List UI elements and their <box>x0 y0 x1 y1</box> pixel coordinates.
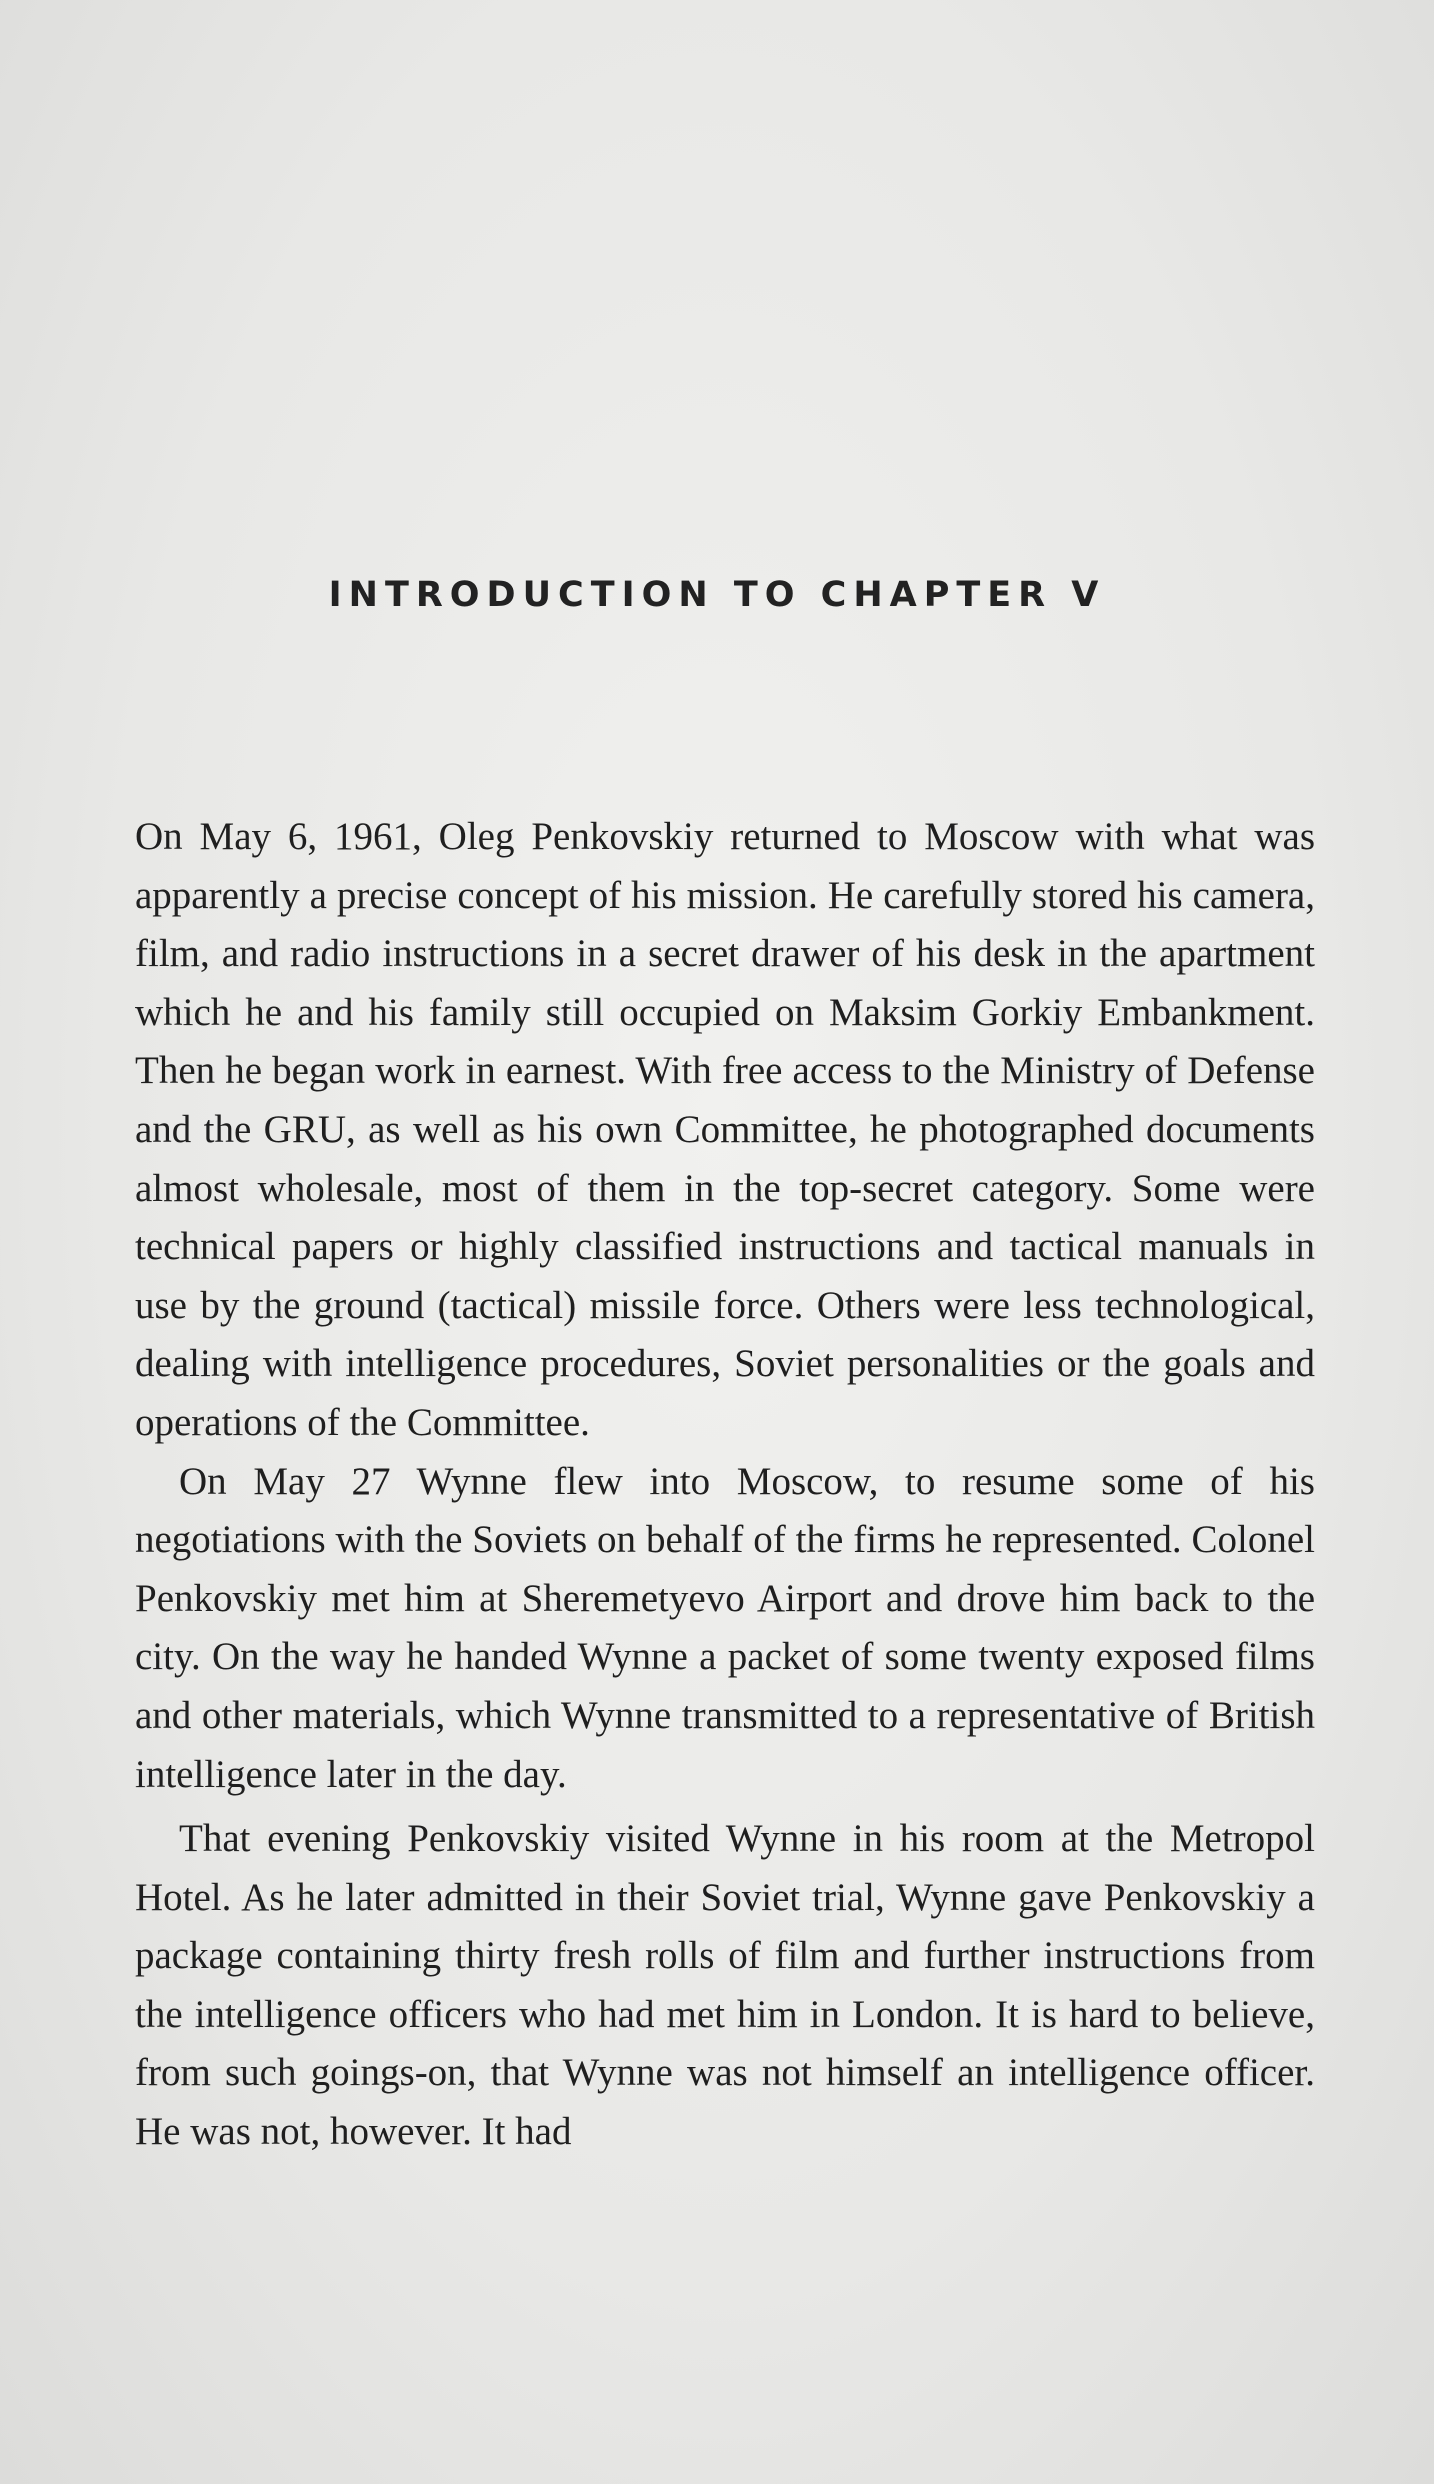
chapter-body <box>135 808 1315 2162</box>
chapter-heading: INTRODUCTION TO CHAPTER V <box>328 575 1106 616</box>
paragraph-3: That evening Penkovskiy visited Wynne in his room at the Metropol Hotel. As he later admitted in their Soviet trial, Wynne gave Penkovskiy a package containing thirty fresh rolls of film and further instructions from the intelligence officers who had met him in London. It is hard to believe, from such goings-on, that Wynne was not himself an intelligence officer. He was not, however. It had <box>135 1817 1315 2154</box>
paragraph-1: On May 6, 1961, Oleg Penkovskiy returned to Moscow with what was apparently a precise concept of his mission. He carefully stored his camera, film, and radio instructions in a secret drawer of his desk in the apartment which he and his family still occupied on Maksim Gorkiy Embankment. Then he began work in earnest. With free access to the Ministry of Defense and the GRU, as well as his own Committee, he photographed documents almost wholesale, most of them in the top-secret category. Some were technical papers or highly classified instructions and tactical manuals in use by the ground (tactical) missile force. Others were less technological, dealing with intelligence procedures, Soviet personalities or the goals and operations of the Committee. <box>135 815 1315 1444</box>
paragraph-2: On May 27 Wynne flew into Moscow, to resume some of his negotiations with the Soviets on behalf of the firms he represented. Colonel Penkovskiy met him at Sheremetyevo Airport and drove him back to the city. On the way he handed Wynne a packet of some twenty exposed films and other materials, which Wynne transmitted to a representative of British intelligence later in the day. <box>135 1459 1315 1796</box>
